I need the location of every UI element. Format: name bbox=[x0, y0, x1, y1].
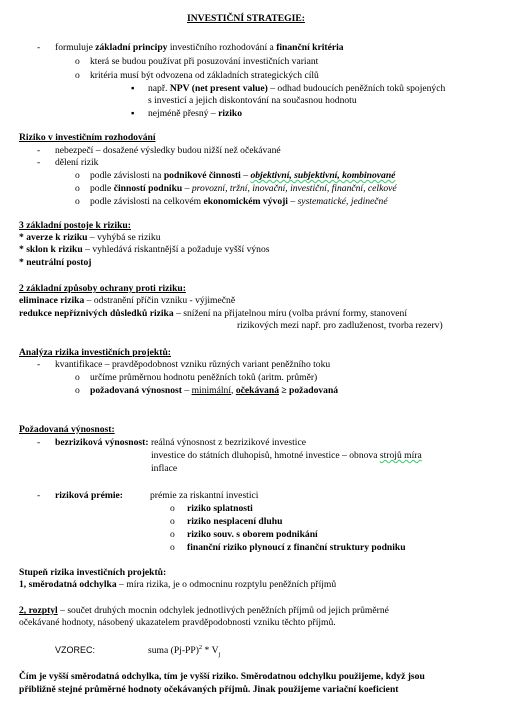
section-heading: Požadovaná výnosnost: bbox=[19, 424, 115, 435]
section-heading: 2 základní způsoby ochrany proti riziku: bbox=[19, 283, 186, 294]
text-line: riziková prémie: bbox=[55, 490, 123, 501]
list-item: riziko souv. s oborem podnikání bbox=[187, 529, 318, 540]
square-bullet: ▪ bbox=[131, 83, 135, 94]
circle-bullet: o bbox=[170, 516, 175, 527]
dash-bullet: - bbox=[37, 157, 41, 168]
text-line: podle závislosti na celkovém ekonomickém vývoji – systematické, jedinečné bbox=[90, 196, 388, 207]
text-line: 2, rozptyl – součet druhých mocnin odchylek jednotlivých peněžních příjmů od jejich průměrné bbox=[19, 605, 389, 616]
conclusion-line: Čím je vyšší směrodatná odchylka, tím je vyšší riziko. Směrodatnou odchylku použijeme, když jsou bbox=[19, 671, 425, 682]
text-line: nejméně přesný – riziko bbox=[148, 108, 243, 119]
square-bullet: ▪ bbox=[131, 108, 135, 119]
text-line: podle činností podniku – provozní, tržní, inovační, investiční, finanční, celkové bbox=[90, 183, 397, 194]
formula: suma $(Pj-PP)^2 * V_j$ bbox=[148, 643, 221, 658]
section-heading: Analýza rizika investičních projektů: bbox=[19, 347, 171, 358]
circle-bullet: o bbox=[75, 372, 80, 383]
circle-bullet: o bbox=[170, 503, 175, 514]
text-line: očekávané hodnoty, násobený ukazatelem pravděpodobnosti vzniku těchto příjmů. bbox=[19, 617, 336, 628]
dash-bullet: - bbox=[37, 145, 41, 156]
circle-bullet: o bbox=[75, 170, 80, 181]
text-line: eliminace rizika – odstranění příčin vzniku - výjimečně bbox=[19, 295, 236, 306]
text-line: * sklon k riziku – vyhledává riskantnější a požaduje vyšší výnos bbox=[19, 244, 270, 255]
text-line: inflace bbox=[151, 463, 178, 474]
text-line: kvantifikace – pravděpodobnost vzniku různých variant peněžního toku bbox=[55, 359, 331, 370]
text-line: určíme průměrnou hodnotu peněžních toků (aritm. průměr) bbox=[90, 372, 318, 383]
dash-bullet: - bbox=[37, 42, 41, 53]
text-line: požadovaná výnosnost – minimální, očekávaná ≥ požadovaná bbox=[90, 385, 339, 396]
circle-bullet: o bbox=[75, 70, 80, 81]
text-line: * averze k riziku – vyhýbá se riziku bbox=[19, 232, 161, 243]
circle-bullet: o bbox=[75, 196, 80, 207]
dash-bullet: - bbox=[37, 490, 41, 501]
circle-bullet: o bbox=[170, 529, 175, 540]
section-heading: Riziko v investičním rozhodování bbox=[19, 132, 156, 143]
text-line: dělení rizik bbox=[55, 157, 99, 168]
circle-bullet: o bbox=[75, 56, 80, 67]
list-item: riziko splatnosti bbox=[187, 503, 253, 514]
dash-bullet: - bbox=[37, 359, 41, 370]
text-line: Stupeň rizika investičních projektů: bbox=[19, 567, 167, 578]
text-line: s investicí a jejich diskontování na současnou hodnotu bbox=[148, 95, 357, 106]
text-line: nebezpečí – dosažené výsledky budou nižší než očekávané bbox=[55, 145, 281, 156]
formula-label: VZOREC: bbox=[55, 645, 96, 655]
text-line: rizikových mezi např. pro zadluženost, tvorba rezerv) bbox=[237, 320, 443, 331]
text-line: podle závislosti na podnikové činnosti – objektivní, subjektivní, kombinované bbox=[90, 170, 396, 181]
circle-bullet: o bbox=[170, 542, 175, 553]
text-line: např. NPV (net present value) – odhad budoucích peněžních toků spojených bbox=[148, 83, 446, 94]
list-item: riziko nesplacení dluhu bbox=[187, 516, 283, 527]
text-line: * neutrální postoj bbox=[19, 257, 92, 268]
dash-bullet: - bbox=[37, 437, 41, 448]
list-item: finanční riziko plynoucí z finanční struktury podniku bbox=[187, 542, 406, 553]
circle-bullet: o bbox=[75, 385, 80, 396]
text-line: 1, směrodatná odchylka – míra rizika, je o odmocninu rozptylu peněžních příjmů bbox=[19, 579, 337, 590]
section-heading: 3 základní postoje k riziku: bbox=[19, 220, 131, 231]
text-line: bezriziková výnosnost: reálná výnosnost z bezrizikové investice bbox=[55, 437, 306, 448]
text-line: kritéria musí být odvozena od základních strategických cílů bbox=[90, 70, 319, 81]
page-title: INVESTIČNÍ STRATEGIE: bbox=[187, 13, 305, 24]
text-line: prémie za riskantní investici bbox=[150, 490, 259, 501]
text-line: investice do státních dluhopisů, hmotné investice – obnova strojů míra bbox=[151, 450, 422, 461]
circle-bullet: o bbox=[75, 183, 80, 194]
text-line: redukce nepříznivých důsledků rizika – snížení na přijatelnou míru (volba právní formy, stanovení bbox=[19, 308, 407, 319]
text-line: formuluje základní principy investičního rozhodování a finanční kritéria bbox=[55, 42, 344, 53]
conclusion-line: přibližně stejné průměrné hodnoty očekávaných příjmů. Jinak použijeme variační koeficient bbox=[19, 684, 399, 695]
text-line: která se budou používat při posuzování investičních variant bbox=[90, 56, 319, 67]
